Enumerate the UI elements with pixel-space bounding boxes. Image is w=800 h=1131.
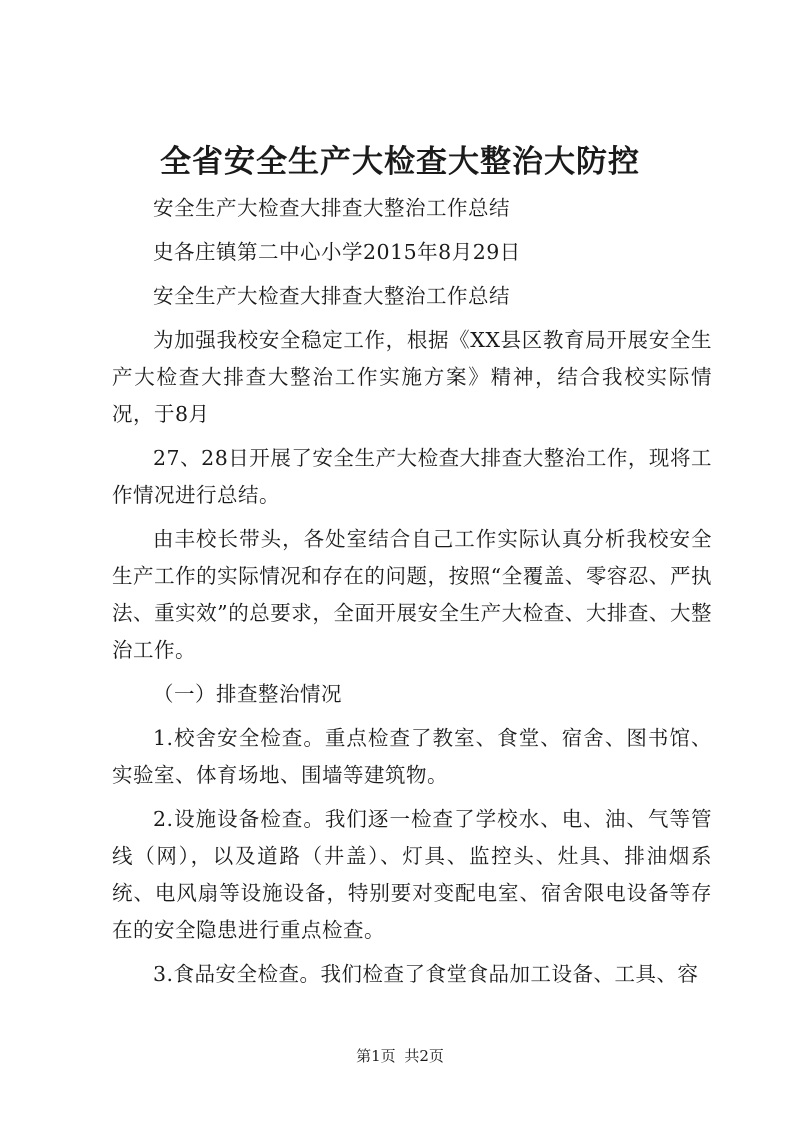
page-number: 第1页	[356, 1047, 396, 1065]
page-footer	[0, 1046, 800, 1066]
paragraph-summary-heading-repeat: 安全生产大检查大排查大整治工作总结	[153, 284, 510, 308]
paragraph-item-food-safety: 3.食品安全检查。我们检查了食堂食品加工设备、工具、容	[153, 962, 699, 986]
paragraph-intro: 为加强我校安全稳定工作，根据《XX县区教育局开展安全生产大检查大排查大整治工作实施方案》精神，结合我校实际情况，于8月	[112, 328, 712, 426]
paragraph-item-facilities: 2.设施设备检查。我们逐一检查了学校水、电、油、气等管线（网），以及道路（井盖）、灯具、监控头、灶具、排油烟系统、电风扇等设施设备，特别要对变配电室、宿舍限电设备等存在的安全隐患进行重点检查。	[112, 807, 712, 942]
section-heading-inspection: （一）排查整治情况	[153, 682, 342, 706]
paragraph-summary-heading: 安全生产大检查大排查大整治工作总结	[153, 196, 510, 220]
paragraph-item-building-safety: 1.校舍安全检查。重点检查了教室、食堂、宿舍、图书馆、实验室、体育场地、围墙等建筑物。	[112, 726, 712, 787]
paragraph-intro-continued: 27、28日开展了安全生产大检查大排查大整治工作，现将工作情况进行总结。	[112, 446, 712, 507]
paragraph-leadership: 由丰校长带头，各处室结合自己工作实际认真分析我校安全生产工作的实际情况和存在的问题，按照“全覆盖、零容忍、严执法、重实效”的总要求，全面开展安全生产大检查、大排查、大整治工作。	[112, 527, 712, 662]
document-body	[112, 190, 712, 1000]
page-total: 共2页	[404, 1047, 444, 1065]
page-title: 全省安全生产大检查大整治大防控	[160, 144, 640, 180]
paragraph-author-date: 史各庄镇第二中心小学2015年8月29日	[153, 240, 521, 264]
